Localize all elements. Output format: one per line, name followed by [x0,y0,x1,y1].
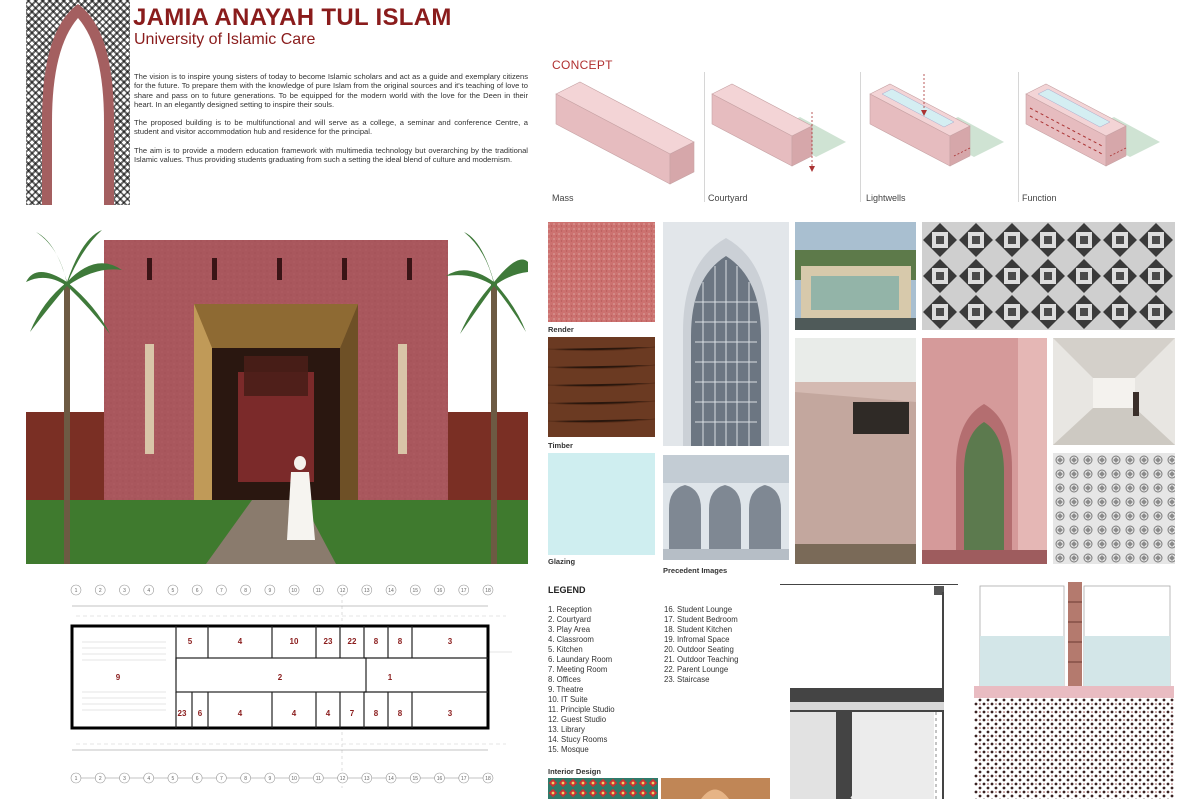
grid-number: 15 [412,588,419,594]
legend-item: 17. Student Bedroom [664,615,738,624]
legend-item: 8. Offices [548,675,581,684]
legend-item: 5. Kitchen [548,645,583,654]
legend-item: 22. Parent Lounge [664,665,729,674]
room-number: 8 [373,637,379,646]
legend-item: 10. IT Suite [548,695,588,704]
legend-item: 23. Staircase [664,675,710,684]
precedent-caption: Precedent Images [663,566,728,575]
room-number: 23 [177,709,187,718]
concept-courtyard [708,72,856,212]
grid-number: 3 [123,776,126,782]
material-label: Glazing [548,557,576,566]
concept-function [1022,72,1170,212]
intro-paragraph: The aim is to provide a modern education framework with multimedia technology but overarching by the traditional Islamic values. Thus providing students graduating from such a setting the ideal blend of culture and modernism. [134,145,528,165]
courtyard-diagram [708,72,856,192]
interior-tile-image [548,778,658,799]
legend-item: 9. Theatre [548,685,584,694]
legend-item: 16. Student Lounge [664,605,733,614]
legend-column-2 [664,605,738,685]
concept-lightwells [866,72,1014,212]
mass-diagram [552,72,700,192]
grid-number: 8 [244,588,248,594]
legend-title: LEGEND [548,585,586,595]
glazing-swatch [548,453,655,555]
room-number: 8 [397,709,403,718]
room-number: 2 [277,673,283,682]
room-number: 1 [387,673,393,682]
grid-number: 10 [291,776,297,782]
legend-item: 15. Mosque [548,745,589,754]
room-number: 4 [291,709,297,718]
grid-number: 5 [171,588,175,594]
grid-number: 16 [436,588,443,594]
grid-number: 6 [195,588,199,594]
legend-item: 13. Library [548,725,585,734]
precedent-corridor [1053,338,1175,445]
function-diagram [1022,72,1170,192]
arch-pattern-frame [26,0,130,205]
room-number: 4 [237,709,243,718]
legend-item: 11. Principle Studio [548,705,615,714]
concept-title: CONCEPT [552,58,613,72]
grid-bubbles-top [71,585,493,595]
intro-paragraph: The proposed building is to be multifunctional and will serve as a college, a seminar and conference Centre, a student and visitor accommodation hub and residence for the principal. [134,118,528,137]
concept-label: Lightwells [866,193,906,203]
grid-number: 1 [74,588,78,594]
precedent-arch-arcade [663,455,789,560]
room-number: 10 [289,637,299,646]
grid-number: 14 [388,776,394,782]
room-number: 3 [447,709,453,718]
facade-section [974,582,1174,799]
grid-number: 17 [460,588,467,594]
grid-number: 6 [195,776,199,782]
section-detail [780,582,958,799]
grid-number: 9 [268,588,272,594]
grid-number: 15 [412,776,419,782]
legend-item: 19. Infromal Space [664,635,730,644]
grid-number: 3 [123,588,126,594]
legend-item: 6. Laundary Room [548,655,613,664]
precedent-render-box [795,338,916,564]
interior-title: Interior Design [548,767,601,776]
page-title: JAMIA ANAYAH TUL ISLAM [133,4,452,31]
room-number: 8 [373,709,379,718]
grid-number: 18 [485,776,491,782]
legend-item: 14. Stucy Rooms [548,735,608,744]
grid-number: 12 [339,588,346,594]
grid-number: 2 [98,776,102,782]
concept-label: Function [1022,193,1057,203]
precedent-arch-window [663,222,789,446]
grid-number: 7 [220,776,223,782]
room-number: 3 [447,637,453,646]
grid-number: 10 [291,588,297,594]
grid-number: 16 [436,776,443,782]
legend-column-1 [548,605,615,755]
grid-number: 7 [220,588,223,594]
floor-plan [26,582,526,794]
divider [1018,72,1019,202]
material-label: Timber [548,441,573,450]
legend-item: 12. Guest Studio [548,715,607,724]
legend-item: 1. Reception [548,605,592,614]
grid-number: 11 [315,776,321,782]
grid-number: 1 [74,776,78,782]
grid-number: 14 [388,588,394,594]
render-swatch [548,222,655,322]
concept-label: Courtyard [708,193,748,203]
legend-item: 20. Outdoor Seating [664,645,734,654]
floor-plan-drawing [26,582,526,794]
legend-item: 18. Student Kitchen [664,625,733,634]
room-number: 9 [115,673,121,682]
timber-swatch [548,337,655,437]
lightwells-diagram [866,72,1014,192]
intro-text [134,72,528,173]
legend-item: 2. Courtyard [548,615,591,624]
intro-paragraph: The vision is to inspire young sisters of today to become Islamic scholars and act as a guide and exemplary citizens for the future. To prepare them with the knowledge of pure Islam from the original sources and it's teaching of love to share and pass on to future generations. To be equipped for the modern world with the love for the Deen in their heart. In an elegantly designed setting to inspire their souls. [134,72,528,109]
grid-number: 8 [244,776,248,782]
grid-number: 13 [364,776,370,782]
legend-item: 7. Meeting Room [548,665,608,674]
grid-number: 5 [171,776,175,782]
precedent-screen-detail [1053,453,1175,564]
room-number: 23 [323,637,333,646]
grid-number: 2 [98,588,102,594]
precedent-lattice-screen [922,222,1175,330]
grid-number: 12 [339,776,346,782]
grid-number: 13 [364,588,370,594]
page-subtitle: University of Islamic Care [134,31,316,48]
grid-number: 11 [315,588,321,594]
room-number: 4 [237,637,243,646]
grid-number: 9 [268,776,272,782]
legend-item: 21. Outdoor Teaching [664,655,739,664]
divider [704,72,705,202]
room-number: 5 [187,637,193,646]
room-number: 22 [347,637,357,646]
grid-number: 4 [147,776,151,782]
exterior-render [26,222,528,564]
grid-number: 18 [485,588,491,594]
room-number: 6 [197,709,203,718]
legend-item: 3. Play Area [548,625,591,634]
room-number: 8 [397,637,403,646]
concept-mass [552,72,700,212]
room-number: 4 [325,709,331,718]
material-label: Render [548,325,574,334]
precedent-pink-arch [922,338,1047,564]
divider [860,72,861,202]
interior-arch-image [661,778,770,799]
legend-item: 4. Classroom [548,635,594,644]
room-number: 7 [349,709,355,718]
concept-label: Mass [552,193,574,203]
grid-number: 4 [147,588,151,594]
precedent-modern-house [795,222,916,330]
grid-number: 17 [460,776,467,782]
